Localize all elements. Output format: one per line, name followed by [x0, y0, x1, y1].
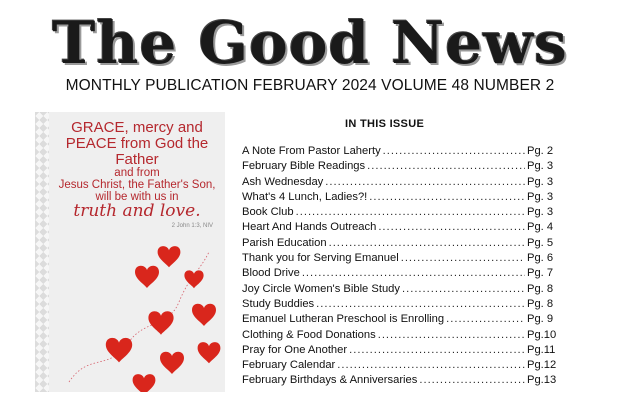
toc-item — [242, 283, 562, 298]
toc-item-page: Pg. 2 — [527, 145, 554, 157]
toc-item-title: Book Club — [242, 206, 294, 219]
verse-line: and from — [114, 167, 160, 180]
toc-item-page: Pg.12 — [527, 359, 557, 372]
toc-dot-leader — [325, 176, 525, 188]
toc-item-page: Pg.13 — [527, 374, 557, 387]
toc-item-page: Pg. 4 — [527, 221, 554, 234]
toc-item-page: Pg.10 — [527, 328, 557, 341]
toc-item-page: Pg. 8 — [527, 282, 554, 295]
toc-item-title: Pray for One Another — [242, 343, 348, 356]
toc-dot-leader — [378, 329, 525, 341]
toc-item-title: Heart And Hands Outreach — [242, 221, 377, 234]
verse-line: truth and love. — [73, 201, 201, 222]
toc-item — [242, 237, 562, 252]
toc-item — [242, 313, 562, 328]
toc-item-title: Study Buddies — [242, 297, 315, 310]
verse-line: GRACE, mercy and — [71, 119, 203, 136]
toc-dot-leader — [383, 145, 525, 157]
table-of-contents — [242, 145, 562, 390]
toc-item-title: February Calendar — [242, 359, 336, 372]
toc-dot-leader — [401, 252, 525, 264]
toc-dot-leader — [329, 237, 525, 249]
toc-item-title: Emanuel Lutheran Preschool is Enrolling — [242, 313, 445, 326]
toc-item-title: Blood Drive — [242, 267, 300, 280]
verse-line: Jesus Christ, the Father's Son, — [58, 179, 216, 192]
cover-verse — [53, 120, 221, 230]
toc-dot-leader — [337, 359, 525, 371]
toc-item — [242, 191, 562, 206]
toc-item-page: Pg. 6 — [527, 252, 554, 265]
toc-item — [242, 221, 562, 236]
verse-line: will be with us in — [95, 191, 179, 204]
toc-item-page: Pg. 9 — [527, 313, 554, 326]
newsletter-title: The Good News — [52, 9, 568, 77]
toc-dot-leader — [367, 160, 525, 172]
toc-item — [242, 267, 562, 282]
toc-item-page: Pg. 3 — [527, 175, 554, 188]
toc-item — [242, 359, 562, 374]
toc-item — [242, 374, 562, 389]
toc-item-title: Clothing & Food Donations — [242, 328, 376, 341]
toc-dot-leader — [446, 313, 525, 325]
publication-line: MONTHLY PUBLICATION FEBRUARY 2024 VOLUME 48 NUMBER 2 — [65, 77, 555, 94]
toc-heading: IN THIS ISSUE — [345, 118, 425, 130]
toc-dot-leader — [419, 374, 525, 386]
toc-item-title: Ash Wednesday — [242, 175, 324, 188]
heart-icon — [148, 311, 173, 334]
heart-icon — [106, 338, 132, 363]
toc-dot-leader — [349, 344, 525, 356]
toc-dot-leader — [296, 206, 525, 218]
toc-item — [242, 298, 562, 313]
verse-citation: 2 John 1:3, NIV — [171, 223, 213, 230]
toc-item-page: Pg. 3 — [527, 190, 554, 203]
toc-item — [242, 176, 562, 191]
heart-icon — [135, 266, 159, 288]
toc-item-page: Pg.11 — [527, 343, 556, 356]
hearts-illustration — [49, 232, 225, 392]
toc-item — [242, 206, 562, 221]
toc-item-title: Thank you for Serving Emanuel — [242, 252, 399, 265]
toc-item-title: Parish Education — [242, 236, 327, 249]
toc-item — [242, 145, 562, 160]
heart-icon — [133, 374, 156, 392]
heart-icon — [198, 342, 221, 363]
heart-icon — [158, 246, 181, 267]
toc-item-page: Pg. 8 — [527, 297, 554, 310]
verse-line: PEACE from God the Father — [65, 134, 209, 168]
toc-dot-leader — [369, 191, 525, 203]
toc-item-title: Joy Circle Women's Bible Study — [242, 282, 400, 295]
toc-item-title: What's 4 Lunch, Ladies?! — [242, 190, 368, 203]
toc-item — [242, 252, 562, 267]
cover-image — [35, 112, 225, 392]
heart-icon — [192, 304, 216, 326]
cover-decorative-border — [35, 112, 49, 392]
toc-item-page: Pg. 3 — [527, 160, 554, 173]
toc-item-page: Pg. 7 — [527, 267, 554, 280]
toc-item-page: Pg. 5 — [527, 236, 554, 249]
toc-item-title: February Bible Readings — [242, 160, 366, 173]
toc-dot-leader — [302, 267, 525, 279]
toc-dot-leader — [378, 221, 525, 233]
toc-item — [242, 329, 562, 344]
toc-item — [242, 344, 562, 359]
toc-item-title: February Birthdays & Anniversaries — [242, 374, 418, 387]
toc-item-page: Pg. 3 — [527, 206, 554, 219]
heart-icon — [160, 352, 184, 374]
toc-item-title: A Note From Pastor Laherty — [242, 145, 381, 157]
toc-dot-leader — [316, 298, 525, 310]
toc-dot-leader — [402, 283, 525, 295]
toc-item — [242, 160, 562, 175]
